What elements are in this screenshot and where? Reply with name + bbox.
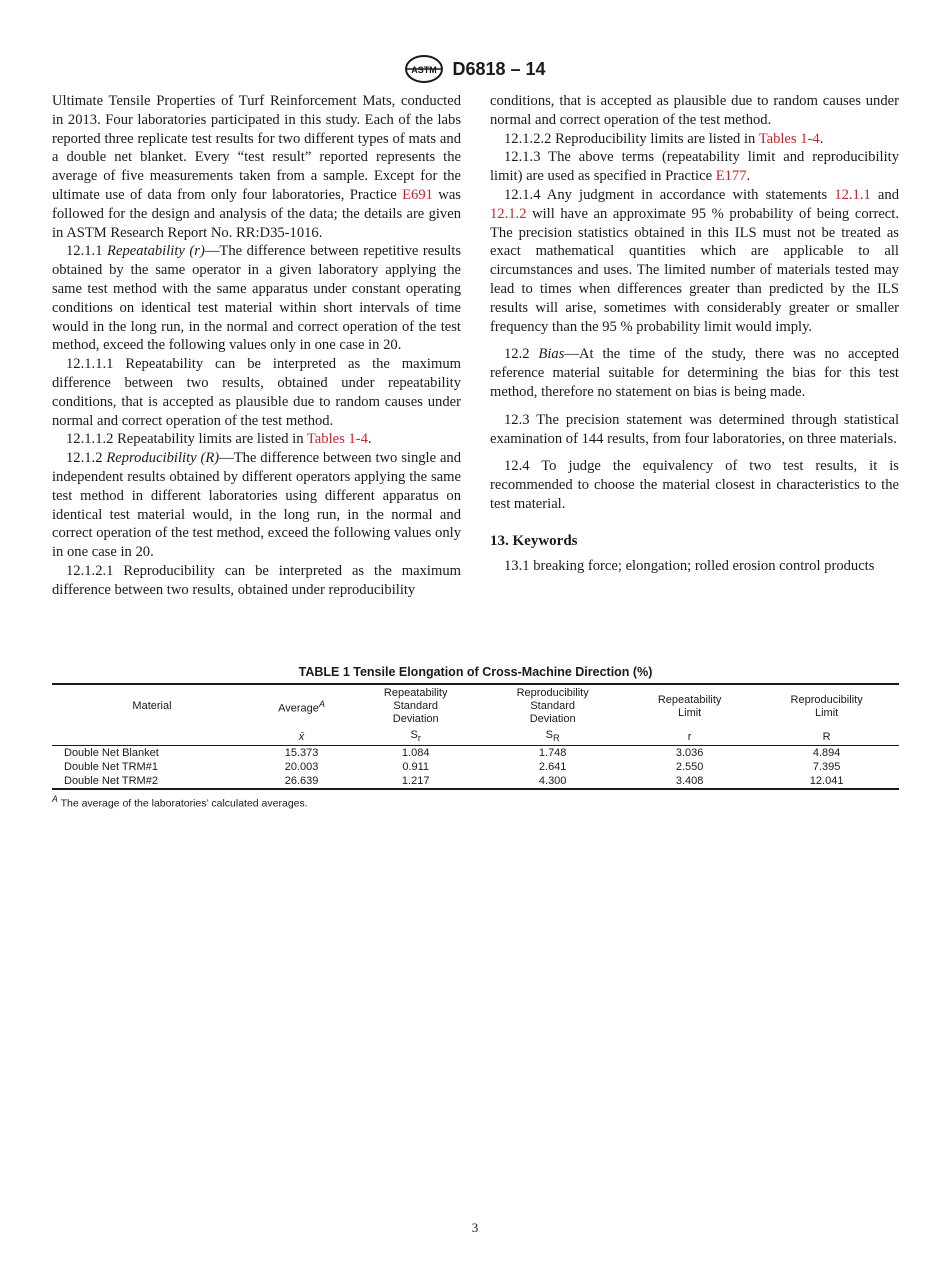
link-e691[interactable]: E691 — [402, 186, 433, 203]
table-row: Double Net TRM#1 20.003 0.911 2.641 2.550 7.395 — [64, 761, 841, 774]
col-header-material: Material — [52, 684, 252, 728]
link-tables[interactable]: Tables 1-4 — [758, 130, 820, 147]
paragraph-12-1-3: 12.1.3 The above terms (repeatability limit and reproducibility limit) are used as specified in Practice E177. — [490, 149, 899, 185]
table-row: Double Net Blanket 15.373 1.084 1.748 3.036 4.894 — [64, 747, 841, 760]
paragraph: conditions, that is accepted as plausible due to random causes under normal and correct operation of the test method. — [490, 93, 899, 128]
paragraph-12-1-1-2: 12.1.1.2 Repeatability limits are listed in Tables 1-4. — [66, 431, 372, 448]
table-1 — [52, 665, 899, 810]
astm-logo-icon — [404, 54, 444, 84]
paragraph-12-1-2-2: 12.1.2.2 Reproducibility limits are listed in Tables 1-4. — [504, 130, 824, 147]
paragraph-12-1-1: 12.1.1 Repeatability (r)—The difference between repetitive results obtained by the same operator in a given laboratory applying the same test method with the same apparatus under constant operating conditions on identical test material within short intervals of time would in the long run, in the normal and correct operation of the test method, exceed the following values only in one case in 20. — [52, 243, 462, 354]
col-header-reproducibility-sd: Reproducibility Standard Deviation — [480, 684, 625, 728]
symbol-cell — [52, 728, 252, 746]
paragraph-13-1: 13.1 breaking force; elongation; rolled erosion control products — [504, 557, 875, 574]
symbol-R: R — [754, 728, 899, 746]
col-header-repeatability-limit: Repeatability Limit — [625, 684, 754, 728]
data-table — [52, 683, 899, 790]
symbol-r: r — [625, 728, 754, 746]
link-12-1-2[interactable]: 12.1.2 — [490, 205, 527, 222]
link-e177[interactable]: E177 — [715, 168, 747, 185]
document-number: D6818 – 14 — [452, 58, 546, 79]
page-header — [0, 54, 950, 84]
link-12-1-1[interactable]: 12.1.1 — [834, 186, 871, 203]
symbol-sR: $S_R$ — [480, 728, 625, 746]
link-tables[interactable]: Tables 1-4 — [306, 431, 368, 448]
col-header-repeatability-sd: Repeatability Standard Deviation — [351, 684, 480, 728]
paragraph-12-1-1-1: 12.1.1.1 Repeatability can be interpreted as the maximum difference between two results, obtained under repeatability conditions, that is accepted as plausible due to random causes under normal and correct operation of the test method. — [52, 356, 461, 429]
section-heading-keywords: 13. Keywords — [490, 532, 578, 549]
col-header-reproducibility-limit: Reproducibility Limit — [754, 684, 899, 728]
symbol-average: x̄ — [252, 728, 351, 746]
symbol-sr: $S_r$ — [351, 728, 480, 746]
paragraph-12-1-2: 12.1.2 Reproducibility (R)—The difference between two single and independent results obtained by different operators applying the same test method in different laboratories using different apparatus on identical test material would, in the long run, in the normal and correct operation of the test method, exceed the following values only in one case in 20. — [52, 450, 462, 561]
paragraph-12-1-4: 12.1.4 Any judgment in accordance with statements 12.1.1 and 12.1.2 will have an approximate 95 % probability of being correct. The precision statistics obtained in this ILS must not be treated as exact mathematical quantities which are applicable to all circumstances and uses. The limited number of materials tested may lead to times when differences greater than predicted by the ILS results will arise, sometimes with considerably greater or smaller frequency than the 95 % probability limit would imply. — [490, 186, 899, 335]
paragraph: Ultimate Tensile Properties of Turf Reinforcement Mats, conducted in 2013. Four laboratories participated in this study. Each of the labs reported three replicate test results for two different types of mats and a double net blanket. Every “test result” reported represents the average of five measurements taken from a sample. Except for the ultimate use of data from only four laboratories, Practice E691 was followed for the design and analysis of the data; the details are given in ASTM Research Report No. RR:D35-1016. — [52, 93, 461, 241]
paragraph-12-2: 12.2 Bias—At the time of the study, there was no accepted reference material suitable for determining the bias for this test method, therefore no statement on bias is being made. — [490, 346, 900, 400]
table-footnote: $^A$ The average of the laboratories’ calculated averages. — [52, 794, 308, 810]
paragraph-12-1-2-1: 12.1.2.1 Reproducibility can be interpreted as the maximum difference between two results, obtained under reproducibility — [52, 562, 461, 598]
svg-text:ASTM: ASTM — [411, 65, 438, 75]
paragraph-12-4: 12.4 To judge the equivalency of two test results, it is recommended to choose the material closest in characteristics to the test material. — [490, 458, 899, 512]
page-number: 3 — [471, 1220, 479, 1235]
table-row: Double Net TRM#2 26.639 1.217 4.300 3.408 12.041 — [52, 774, 899, 789]
col-header-average: Average$^A$ — [252, 684, 351, 728]
left-column — [52, 92, 461, 600]
paragraph-12-3: 12.3 The precision statement was determined through statistical examination of 144 results, from four laboratories, on three materials. — [490, 411, 899, 447]
right-column — [490, 92, 899, 575]
table-title: TABLE 1 Tensile Elongation of Cross-Machine Direction (%) — [298, 665, 653, 679]
